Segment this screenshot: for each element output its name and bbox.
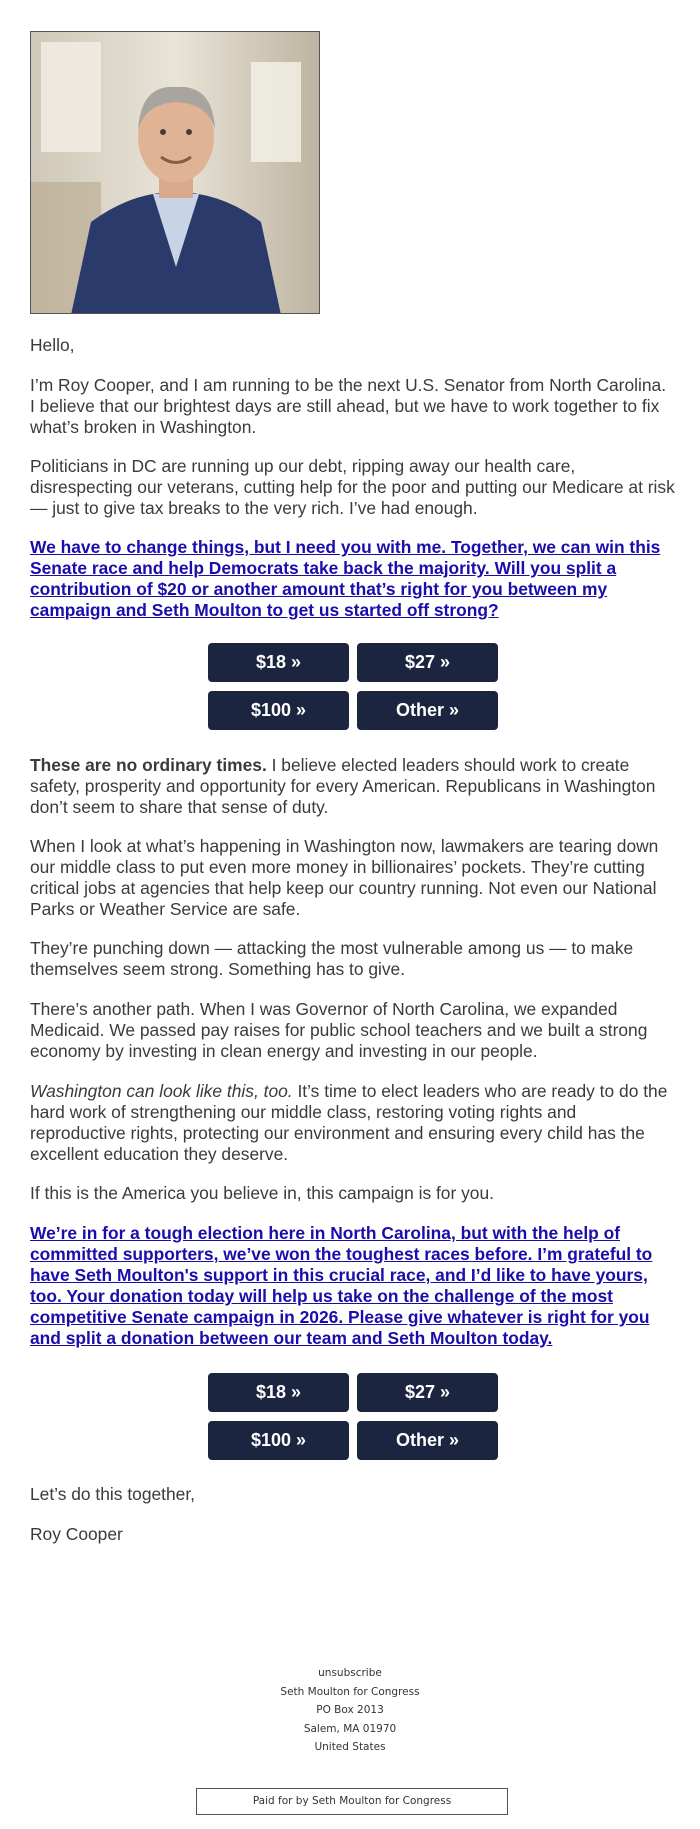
- candidate-photo: [30, 31, 320, 314]
- footer-country: United States: [314, 1741, 386, 1753]
- paragraph-text: It’s time to elect leaders who are ready to do the hard work of strengthening our middle class, restoring voting rights and reproductive rights, protecting our environment and ensuring every child has the excellent education they deserve.: [30, 1081, 668, 1164]
- footer-address-1: PO Box 2013: [316, 1704, 384, 1716]
- donate-link-1[interactable]: We have to change things, but I need you with me. Together, we can win this Senate race and help Democrats take back the majority. Will you split a contribution of $20 or another amount that’s right for you between my campaign and Seth Moulton to get us started off strong?: [30, 537, 661, 620]
- paragraph-intro: I’m Roy Cooper, and I am running to be the next U.S. Senator from North Carolina. I believe that our brightest days are still ahead, but we have to work together to fix what’s broken in Washington.: [30, 375, 667, 437]
- footer-address-2: Salem, MA 01970: [303, 1722, 397, 1735]
- donate-100-button[interactable]: $100 »: [208, 1421, 349, 1460]
- signature: Roy Cooper: [30, 1524, 123, 1544]
- donate-27-button[interactable]: $27 »: [357, 1373, 498, 1412]
- paragraph-no-ordinary-times: [30, 755, 675, 818]
- donate-other-button[interactable]: Other »: [357, 1421, 498, 1460]
- bold-lead: These are no ordinary times.: [30, 755, 267, 775]
- greeting: Hello,: [30, 335, 75, 355]
- donate-18-button[interactable]: $18 »: [208, 643, 349, 682]
- paragraph-politicians: Politicians in DC are running up our debt, ripping away our health care, disrespecting our veterans, cutting help for the poor and putting our Medicare at risk — just to give tax breaks to the very rich. I’ve had enough.: [30, 456, 675, 518]
- donate-18-button[interactable]: $18 »: [208, 1373, 349, 1412]
- paragraph-text: I believe elected leaders should work to create safety, prosperity and opportunity for every American. Republicans in Washington don’t seem to share that sense of duty.: [30, 755, 656, 817]
- signoff: Let’s do this together,: [30, 1484, 196, 1504]
- paragraph-another-path: There’s another path. When I was Governor of North Carolina, we expanded Medicaid. We passed pay raises for public school teachers and we built a strong economy by investing in clean energy and investing in our people.: [30, 999, 648, 1061]
- paragraph-washington-can: [30, 1081, 675, 1165]
- italic-lead: Washington can look like this, too.: [30, 1081, 293, 1101]
- paragraph-washington-now: When I look at what’s happening in Washington now, lawmakers are tearing down our middle class to put even more money in billionaires’ pockets. They’re cutting critical jobs at agencies that help keep our country running. Not even our National Parks or Weather Service are safe.: [30, 836, 659, 919]
- donate-link-2[interactable]: We’re in for a tough election here in North Carolina, but with the help of committed supporters, we’ve won the toughest races before. I’m grateful to have Seth Moulton's support in this crucial race, and I’d like to have yours, too. Your donation today will help us take on the challenge of the most competitive Senate campaign in 2026. Please give whatever is right for you and split a donation between our team and Seth Moulton today.: [30, 1223, 653, 1348]
- paragraph-america: If this is the America you believe in, this campaign is for you.: [30, 1183, 494, 1203]
- unsubscribe-link[interactable]: unsubscribe: [318, 1667, 382, 1679]
- footer: [0, 1664, 700, 1757]
- donate-27-button[interactable]: $27 »: [357, 643, 498, 682]
- footer-org: Seth Moulton for Congress: [280, 1685, 420, 1698]
- paragraph-punching-down: They’re punching down — attacking the most vulnerable among us — to make themselves seem strong. Something has to give.: [30, 938, 634, 979]
- donate-other-button[interactable]: Other »: [357, 691, 498, 730]
- paid-for-disclaimer: Paid for by Seth Moulton for Congress: [196, 1788, 508, 1815]
- donate-100-button[interactable]: $100 »: [208, 691, 349, 730]
